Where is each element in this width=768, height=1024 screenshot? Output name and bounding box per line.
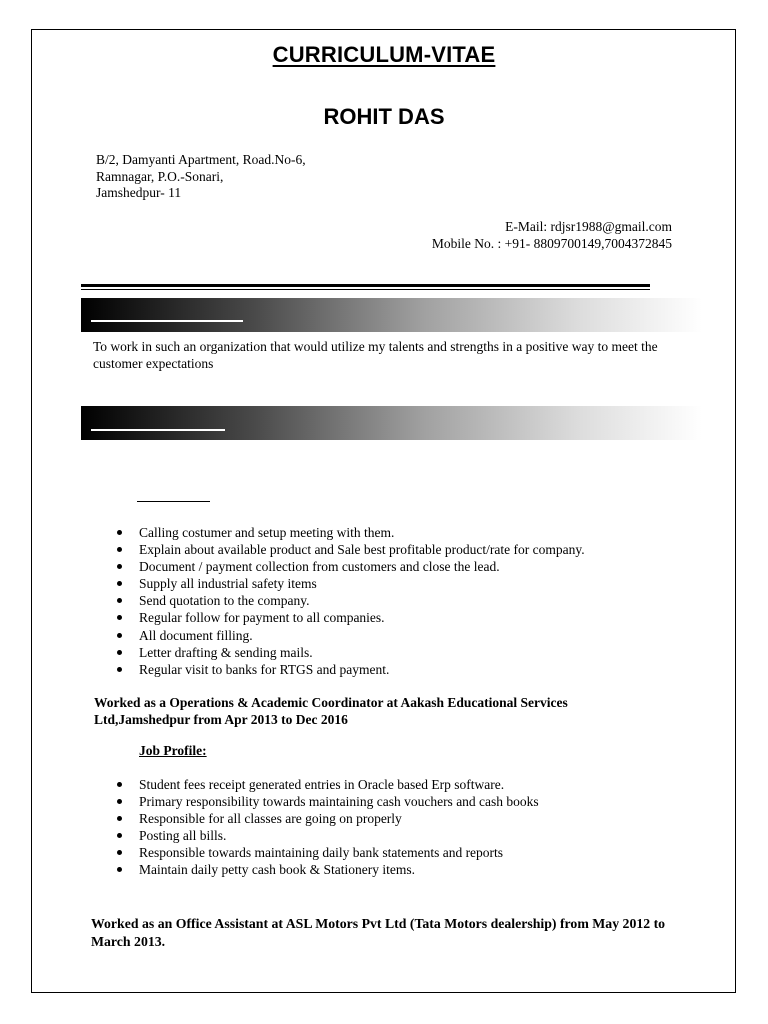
list-item bbox=[117, 776, 539, 793]
list-item-text: Primary responsibility towards maintaining cash vouchers and cash books bbox=[139, 794, 539, 810]
list-item-text: Responsible for all classes are going on properly bbox=[139, 811, 402, 827]
list-item bbox=[117, 524, 585, 541]
bullet-icon bbox=[117, 850, 122, 855]
bullet-icon bbox=[117, 633, 122, 638]
job-heading: Worked as an Office Assistant at ASL Motors Pvt Ltd (Tata Motors dealership) from May 2012 to March 2013. bbox=[91, 916, 666, 949]
list-item bbox=[117, 575, 585, 592]
list-item-text: Explain about available product and Sale best profitable product/rate for company. bbox=[139, 542, 585, 558]
address-line: Jamshedpur- 11 bbox=[96, 185, 182, 200]
list-item bbox=[117, 609, 585, 626]
bullet-icon bbox=[117, 833, 122, 838]
header-divider bbox=[81, 284, 650, 287]
list-item bbox=[117, 592, 585, 609]
section-heading-underline bbox=[91, 320, 243, 322]
email-text: E-Mail: rdjsr1988@gmail.com bbox=[505, 219, 672, 234]
contact-block bbox=[432, 218, 672, 252]
header-divider-thin bbox=[81, 289, 650, 290]
list-item-text: Posting all bills. bbox=[139, 828, 227, 844]
experience-section-band bbox=[81, 406, 702, 440]
address-line: B/2, Damyanti Apartment, Road.No-6, bbox=[96, 152, 306, 167]
job-heading: Worked as a Operations & Academic Coordinator at Aakash Educational Services Ltd,Jamshedpur from Apr 2013 to Dec 2016 bbox=[94, 695, 568, 727]
list-item bbox=[117, 541, 585, 558]
list-item bbox=[117, 627, 585, 644]
bullet-icon bbox=[117, 650, 122, 655]
address-line: Ramnagar, P.O.-Sonari, bbox=[96, 168, 224, 184]
list-item-text: Supply all industrial safety items bbox=[139, 576, 317, 592]
list-item bbox=[117, 827, 539, 844]
objective-text: To work in such an organization that would utilize my talents and strengths in a positive way to meet the customer expectations bbox=[93, 339, 658, 371]
job-profile-label: Job Profile: bbox=[139, 743, 207, 758]
document-title: CURRICULUM-VITAE bbox=[272, 42, 496, 67]
list-item bbox=[117, 558, 585, 575]
duties-list bbox=[117, 524, 585, 678]
list-item-text: Regular follow for payment to all companies. bbox=[139, 610, 385, 626]
list-item-text: Maintain daily petty cash book & Stationery items. bbox=[139, 862, 415, 878]
bullet-icon bbox=[117, 615, 122, 620]
bullet-icon bbox=[117, 530, 122, 535]
list-item bbox=[117, 644, 585, 661]
list-item-text: Student fees receipt generated entries in Oracle based Erp software. bbox=[139, 777, 505, 792]
bullet-icon bbox=[117, 799, 122, 804]
list-item bbox=[117, 844, 539, 861]
bullet-icon bbox=[117, 667, 122, 672]
bullet-icon bbox=[117, 581, 122, 586]
list-item bbox=[117, 861, 539, 878]
bullet-icon bbox=[117, 816, 122, 821]
bullet-icon bbox=[117, 598, 122, 603]
list-item-text: Letter drafting & sending mails. bbox=[139, 644, 313, 660]
list-item bbox=[117, 810, 539, 827]
objective-section-band bbox=[81, 298, 702, 332]
bullet-icon bbox=[117, 782, 122, 787]
bullet-icon bbox=[117, 867, 122, 872]
list-item-text: Send quotation to the company. bbox=[139, 593, 310, 609]
candidate-name: ROHIT DAS bbox=[323, 104, 445, 129]
list-item-text: Document / payment collection from customers and close the lead. bbox=[139, 559, 500, 575]
list-item-text: Calling costumer and setup meeting with them. bbox=[139, 525, 395, 540]
job-profile-list bbox=[117, 776, 539, 879]
section-heading-underline bbox=[91, 429, 225, 431]
address-block bbox=[96, 152, 306, 202]
mobile-text: Mobile No. : +91- 8809700149,7004372845 bbox=[431, 236, 672, 251]
list-item bbox=[117, 661, 585, 678]
list-item-text: All document filling. bbox=[139, 627, 253, 643]
list-item-text: Regular visit to banks for RTGS and payment. bbox=[139, 661, 390, 677]
subheading-underline bbox=[137, 501, 210, 502]
bullet-icon bbox=[117, 564, 122, 569]
list-item bbox=[117, 793, 539, 810]
list-item-text: Responsible towards maintaining daily bank statements and reports bbox=[139, 845, 504, 861]
bullet-icon bbox=[117, 547, 122, 552]
